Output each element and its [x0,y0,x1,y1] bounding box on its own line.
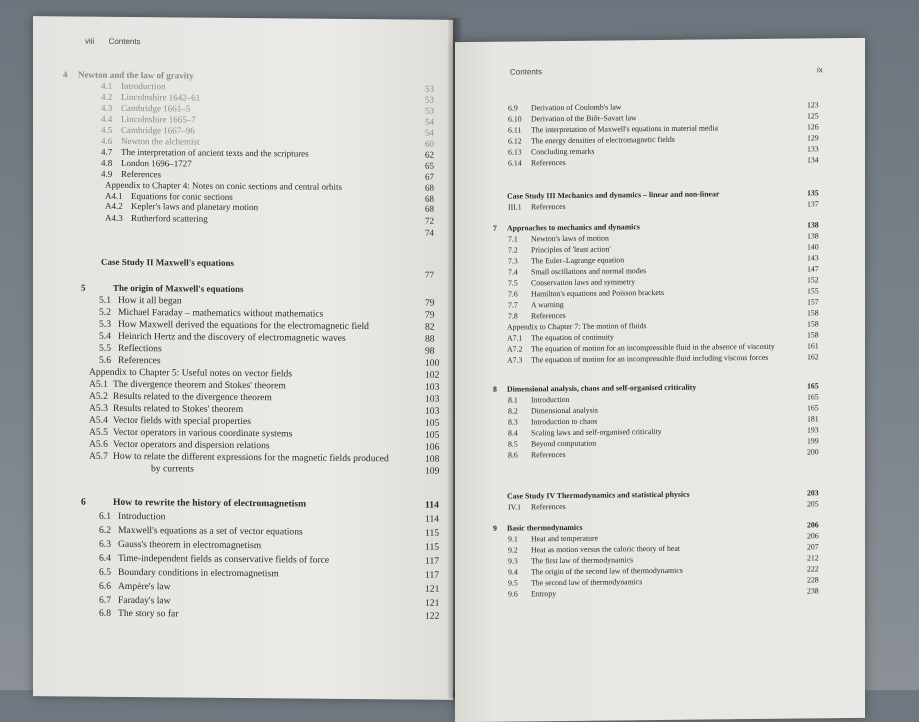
toc-page-number: 68 [425,182,434,193]
toc-page-number: 203 [807,488,819,498]
toc-page-number: 68 [425,193,434,204]
toc-entry-number: A5.6 [89,438,108,450]
toc-entry-number: 4.1 [101,80,113,91]
toc-entry-number: A7.1 [507,333,523,343]
toc-page-number: 77 [425,269,434,280]
toc-entry [33,124,443,138]
toc-entry [33,91,443,105]
toc-entry-number: 5.6 [99,354,111,366]
toc-entry-title: Dimensional analysis [531,405,598,416]
toc-entry-title: The equation of motion for an incompressible fluid including viscous forces [531,352,769,365]
toc-entry [33,135,443,149]
toc-entry-title: References [531,449,566,460]
toc-entry-title: Appendix to Chapter 5: Useful notes on vector fields [89,366,293,380]
right-page [455,38,865,722]
toc-page-number: 133 [807,144,819,154]
toc-page-number: 138 [807,220,819,230]
toc-entry-number: 6.10 [508,114,522,124]
toc-entry-number: 9.3 [508,556,518,566]
toc-entry [33,179,443,193]
toc-entry-title: Faraday's law [118,594,171,607]
toc-entry-number: A5.5 [89,426,108,438]
toc-page-number: 222 [807,564,819,574]
toc-entry-number: 5.5 [99,342,111,354]
toc-entry [33,306,443,321]
toc-entry-title: by currents [151,463,194,475]
toc-entry-title: Michael Faraday – mathematics without mathematics [118,306,324,320]
toc-entry-number: III.1 [508,202,522,212]
toc-entry-number: 4.9 [101,168,113,179]
toc-page-number: 238 [807,586,819,596]
toc-entry-number: A5.3 [89,402,108,414]
toc-entry-title: Reflections [118,342,162,355]
toc-entry-title: Cambridge 1667–96 [121,124,195,136]
toc-entry-title: References [531,501,566,512]
toc-page-number: 206 [807,520,819,530]
toc-entry-number: 4.6 [101,135,113,146]
toc-entry-title: How to relate the different expressions for the magnetic fields produced [113,450,389,465]
toc-entry-title: Derivation of the Biôt–Savart law [531,113,637,124]
toc-entry-number: 7.3 [508,256,518,266]
toc-page-number: 126 [807,122,819,132]
toc-entry-number: 7.4 [508,267,518,277]
toc-page-number: 193 [807,425,819,435]
toc-page-number: 140 [807,242,819,252]
toc-page-number: 102 [425,369,440,381]
toc-entry-title: Heat as motion versus the caloric theory of heat [531,543,680,555]
toc-entry-title: Newton's laws of motion [531,233,609,244]
toc-entry-title: Newton the alchemist [121,135,200,147]
toc-entry-title: The interpretation of Maxwell's equations in material media [531,123,718,135]
toc-entry-title: Lincolnshire 1665–7 [121,113,196,125]
toc-entry-title: References [531,157,566,168]
toc-entry [33,552,443,567]
toc-entry-title: The energy densities of electromagnetic fields [531,134,675,146]
toc-entry-title: The Euler–Lagrange equation [531,255,625,266]
toc-entry [33,566,443,581]
toc-entry-number: 9.4 [508,567,518,577]
toc-entry-number: 8.1 [508,395,518,405]
toc-entry-number: 4.2 [101,91,113,102]
toc-entry-title: Derivation of Coulomb's law [531,102,622,113]
right-folio: ix [817,65,823,75]
toc-entry-number: A5.2 [89,390,108,402]
toc-entry-title: Rutherford scattering [131,213,208,224]
toc-entry [33,524,443,539]
toc-page-number: 158 [807,330,819,340]
toc-entry-number: IV.1 [508,502,522,512]
toc-page-number: 152 [807,275,819,285]
toc-entry-number: A4.3 [105,212,123,223]
toc-entry [33,212,443,226]
toc-entry-number: 8.6 [508,450,518,460]
toc-page-number: 103 [425,405,440,417]
toc-entry-title: References [121,168,161,180]
toc-entry [455,188,855,201]
toc-entry-title: Ampère's law [118,580,171,593]
toc-entry-number: 6.7 [99,594,111,606]
toc-entry-number: 8 [493,384,497,394]
toc-entry-number: 8.3 [508,417,518,427]
toc-entry [33,510,443,525]
toc-entry-number: 5.1 [99,294,111,306]
toc-page-number: 105 [425,429,440,441]
toc-entry-title: Maxwell's equations as a set of vector equations [118,524,303,538]
toc-page-number: 200 [807,447,819,457]
chapter-title: Basic thermodynamics [507,522,583,533]
toc-entry-title: The second law of thermodynamics [531,577,643,588]
toc-page-number: 162 [807,352,819,362]
toc-entry [33,354,443,369]
toc-page-number: 121 [425,597,440,609]
toc-page-number: 88 [425,333,435,345]
toc-page-number: 53 [425,94,434,105]
toc-entry-title: Vector operators and dispersion relations [113,438,270,452]
toc-entry-title: Conservation laws and symmetry [531,277,636,288]
toc-page-number: 82 [425,321,435,333]
toc-page-number: 123 [807,100,819,110]
chapter-title: Newton and the law of gravity [78,69,194,81]
left-page [33,16,453,700]
toc-entry [33,168,443,182]
left-folio: viii [85,36,95,46]
toc-entry [33,224,443,238]
toc-entry-title: The divergence theorem and Stokes' theorem [113,378,286,392]
left-running-title: Contents [108,36,141,47]
toc-entry-number: 6.6 [99,580,111,592]
toc-page-number: 68 [425,203,434,214]
toc-entry-title: The interpretation of ancient texts and the scriptures [121,146,309,159]
toc-page-number: 165 [807,381,819,391]
toc-entry-number: 4.8 [101,157,113,168]
toc-entry [455,381,855,394]
toc-page-number: 228 [807,575,819,585]
toc-entry-title: The first law of thermodynamics [531,555,634,566]
toc-page-number: 135 [807,188,819,198]
toc-page-number: 62 [425,149,434,160]
toc-page-number: 212 [807,553,819,563]
toc-entry-title: References [531,201,566,212]
toc-page-number: 117 [425,555,440,567]
toc-entry-number: 5.4 [99,330,111,342]
toc-entry-number: A4.2 [105,200,123,211]
toc-entry-number: A5.7 [89,450,108,462]
toc-page-number: 114 [425,499,439,511]
toc-entry-title: The story so far [118,607,179,620]
toc-page-number: 155 [807,286,819,296]
toc-entry-number: 7.8 [508,311,518,321]
toc-entry-number: A4.1 [105,190,123,201]
toc-entry-title: Heinrich Hertz and the discovery of electromagnetic waves [118,330,346,344]
toc-entry [33,113,443,127]
toc-entry [455,100,855,113]
toc-entry [33,69,443,81]
toc-page-number: 134 [807,155,819,165]
toc-entry-title: The origin of the second law of thermodynamics [531,565,683,577]
toc-entry-title: References [118,354,161,367]
toc-entry-title: Appendix to Chapter 7: The motion of fluids [507,321,647,332]
toc-entry [33,266,443,280]
toc-page-number: 103 [425,381,440,393]
toc-entry-title: Results related to the divergence theorem [113,390,272,404]
toc-page-number: 79 [425,297,435,309]
toc-entry-number: 4.4 [101,113,113,124]
toc-entry-title: The equation of continuity [531,332,614,343]
toc-page-number: 181 [807,414,819,424]
toc-page-number: 143 [807,253,819,263]
right-toc [455,38,865,692]
toc-entry-number: 6.4 [99,552,111,564]
toc-entry-number: 6.2 [99,524,111,536]
toc-entry-title: Entropy [531,589,557,599]
case-study-heading: Case Study II Maxwell's equations [101,256,235,268]
toc-entry-number: 4.7 [101,146,113,157]
toc-entry-number: 7.1 [508,234,518,244]
toc-page-number: 147 [807,264,819,274]
toc-page-number: 205 [807,499,819,509]
toc-entry [455,488,855,501]
toc-page-number: 54 [425,116,434,127]
toc-entry-title: Appendix to Chapter 4: Notes on conic sections and central orbits [105,179,342,192]
toc-entry [33,496,443,511]
left-toc [33,16,453,700]
toc-page-number: 53 [425,83,434,94]
toc-page-number: 206 [807,531,819,541]
toc-page-number: 74 [425,227,434,238]
toc-entry-number: 5.3 [99,318,111,330]
toc-entry-title: Small oscillations and normal modes [531,266,647,277]
toc-entry-title: Vector operators in various coordinate systems [113,426,293,440]
toc-entry-number: 4 [63,69,68,80]
toc-entry-title: References [531,310,566,321]
toc-page-number: 54 [425,127,434,138]
toc-page-number: 129 [807,133,819,143]
toc-entry [33,294,443,309]
case-study-heading: Case Study IV Thermodynamics and statistical physics [507,489,690,501]
toc-page-number: 165 [807,403,819,413]
toc-page-number: 98 [425,345,435,357]
toc-entry [33,366,443,381]
right-running-title: Contents [510,67,543,77]
toc-entry-title: Introduction [118,510,166,523]
toc-entry-number: A5.1 [89,378,108,390]
toc-entry-title: Boundary conditions in electromagnetism [118,566,279,580]
toc-page-number: 165 [807,392,819,402]
toc-page-number: 158 [807,308,819,318]
toc-entry-number: 7.5 [508,278,518,288]
toc-page-number: 115 [425,541,440,553]
toc-entry [33,538,443,553]
toc-page-number: 115 [425,527,440,539]
toc-page-number: 199 [807,436,819,446]
toc-entry-number: 6.11 [508,125,522,135]
toc-page-number: 137 [807,199,819,209]
toc-entry-title: How it all began [118,294,182,307]
chapter-title: The origin of Maxwell's equations [113,282,244,295]
toc-page-number: 122 [425,610,440,622]
toc-entry [33,102,443,116]
toc-page-number: 157 [807,297,819,307]
toc-entry-number: 6 [81,496,86,508]
toc-entry [33,594,443,609]
toc-entry-title: London 1696–1727 [121,157,192,169]
toc-entry-number: 6.12 [508,136,522,146]
toc-page-number: 67 [425,171,434,182]
toc-entry [455,220,855,233]
toc-entry-title: A warning [531,300,564,310]
toc-entry [33,80,443,94]
toc-page-number: 79 [425,309,435,321]
toc-entry-number: 9.1 [508,534,518,544]
toc-page-number: 138 [807,231,819,241]
toc-page-number: 109 [425,465,440,477]
toc-entry-number: 9 [493,523,497,533]
toc-page-number: 106 [425,441,440,453]
toc-entry-number: 6.9 [508,103,518,113]
toc-entry-number: 7.7 [508,300,518,310]
toc-entry-title: Introduction to chaos [531,416,598,427]
toc-entry-number: 6.8 [99,607,111,619]
toc-entry [33,256,443,268]
toc-entry-title: Beyond computation [531,438,597,449]
toc-entry-title: Vector fields with special properties [113,414,251,428]
chapter-title: Approaches to mechanics and dynamics [507,222,640,233]
case-study-heading: Case Study III Mechanics and dynamics – linear and non-linear [507,189,720,201]
toc-entry-title: Cambridge 1661–5 [121,102,191,114]
toc-entry-number: 5 [81,282,86,293]
toc-entry-title: How Maxwell derived the equations for the electromagnetic field [118,318,369,333]
toc-page-number: 100 [425,357,440,369]
toc-entry-number: 9.2 [508,545,518,555]
toc-entry [455,520,855,533]
toc-page-number: 65 [425,160,434,171]
toc-entry-title: Introduction [121,80,166,92]
toc-entry-title: Hamilton's equations and Poisson brackets [531,287,665,299]
toc-entry-number: 6.3 [99,538,111,550]
toc-entry [33,580,443,595]
toc-entry-title: Kepler's laws and planetary motion [131,201,259,213]
toc-page-number: 207 [807,542,819,552]
toc-page-number: 121 [425,583,440,595]
toc-entry-title: Introduction [531,394,570,405]
toc-entry-number: 7 [493,223,497,233]
toc-page-number: 158 [807,319,819,329]
toc-page-number: 161 [807,341,819,351]
toc-entry-title: Equations for conic sections [131,191,233,202]
toc-entry-number: 4.5 [101,124,113,135]
toc-entry-number: 5.2 [99,306,111,318]
toc-entry-number: 9.5 [508,578,518,588]
toc-entry-number: A5.4 [89,414,108,426]
toc-entry-number: 6.1 [99,510,111,522]
toc-page-number: 72 [425,215,434,226]
toc-entry-title: Concluding remarks [531,146,595,157]
toc-page-number: 53 [425,105,434,116]
toc-entry-title: Gauss's theorem in electromagnetism [118,538,262,552]
toc-entry-title: The equation of motion for an incompressible fluid in the absence of viscosity [531,341,775,354]
toc-entry-title: Principles of 'least action' [531,244,611,255]
toc-page-number: 125 [807,111,819,121]
toc-entry-number: A7.3 [507,355,523,365]
toc-entry-number: 6.13 [508,147,522,157]
toc-page-number: 108 [425,453,440,465]
toc-entry-title: Results related to Stokes' theorem [113,402,244,416]
toc-entry-number: 6.5 [99,566,111,578]
toc-entry-number: 9.6 [508,589,518,599]
toc-entry [33,607,443,622]
toc-entry-title: Lincolnshire 1642–61 [121,91,201,103]
toc-page-number: 105 [425,417,440,429]
toc-entry-title: Heat and temperature [531,533,599,544]
toc-entry-number: 4.3 [101,102,113,113]
toc-page-number: 60 [425,138,434,149]
toc-page-number: 117 [425,569,440,581]
toc-entry-number: 8.4 [508,428,518,438]
toc-page-number: 103 [425,393,440,405]
toc-entry-number: A7.2 [507,344,523,354]
toc-page-number: 114 [425,513,440,525]
toc-entry-number: 6.14 [508,158,522,168]
toc-entry-number: 7.6 [508,289,518,299]
toc-entry-number: 8.2 [508,406,518,416]
toc-entry-title: Time-independent fields as conservative fields of force [118,552,330,566]
toc-entry-number: 7.2 [508,245,518,255]
toc-entry-number: 8.5 [508,439,518,449]
chapter-title: Dimensional analysis, chaos and self-organised criticality [507,382,697,394]
chapter-title: How to rewrite the history of electromagnetism [113,496,307,510]
toc-entry [33,200,443,214]
toc-entry-title: Scaling laws and self-organised criticality [531,426,662,438]
toc-entry [33,146,443,160]
toc-entry [33,282,443,295]
